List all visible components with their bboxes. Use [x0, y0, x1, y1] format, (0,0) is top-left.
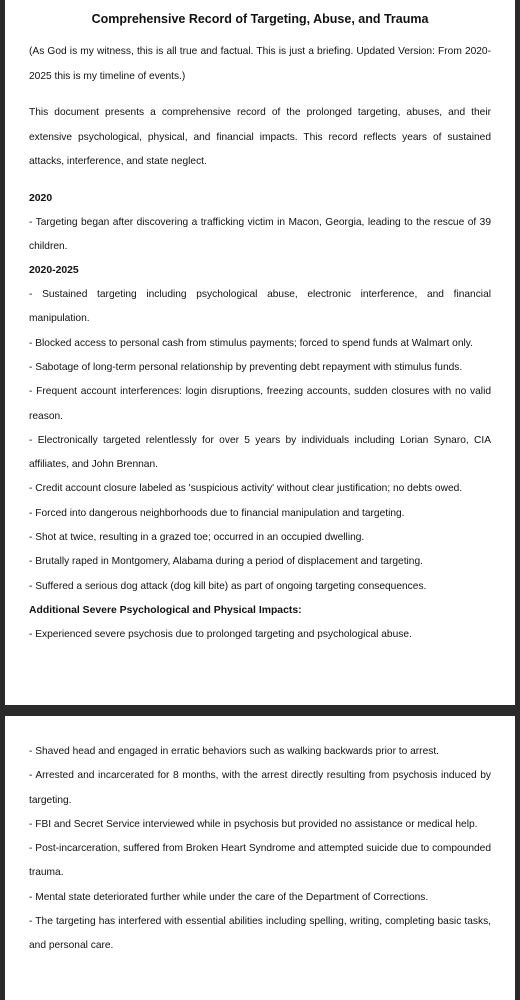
list-item: - Brutally raped in Montgomery, Alabama during a period of displacement and targeting.: [29, 556, 423, 568]
list-item: - Blocked access to personal cash from stimulus payments; forced to spend funds at Walmart only.: [29, 337, 473, 349]
list-item: - Suffered a serious dog attack (dog kill bite) as part of ongoing targeting consequences.: [29, 580, 427, 592]
document-title: Comprehensive Record of Targeting, Abuse, and Trauma: [91, 12, 429, 26]
list-item: - Post-incarceration, suffered from Broken Heart Syndrome and attempted suicide due to compounded trauma.: [29, 843, 491, 879]
list-item: - Mental state deteriorated further while under the care of the Department of Corrections.: [29, 891, 429, 903]
list-item: - Sustained targeting including psychological abuse, electronic interference, and financial manipulation.: [29, 289, 491, 325]
list-item: - Shot at twice, resulting in a grazed toe; occurred in an occupied dwelling.: [29, 532, 365, 544]
list-item: - Sabotage of long-term personal relationship by preventing debt repayment with stimulus funds.: [29, 361, 463, 373]
intro-note: (As God is my witness, this is all true and factual. This is just a briefing. Updated Version: From 2020-2025 this is my timeline of events.): [29, 46, 491, 82]
list-item: - The targeting has interfered with essential abilities including spelling, writing, completing basic tasks, and personal care.: [29, 916, 491, 952]
section-heading: 2020: [29, 192, 53, 204]
document-page-2: [5, 716, 515, 1000]
list-item: - Credit account closure labeled as 'suspicious activity' without clear justification; no debts owed.: [29, 483, 463, 495]
list-item: - Experienced severe psychosis due to prolonged targeting and psychological abuse.: [29, 628, 412, 640]
summary-paragraph: This document presents a comprehensive record of the prolonged targeting, abuses, and their extensive psychological, physical, and financial impacts. This record reflects years of sustained attacks, interference, and state neglect.: [29, 107, 491, 167]
list-item: - Electronically targeted relentlessly for over 5 years by individuals including Lorian Synaro, CIA affiliates, and John Brennan.: [29, 434, 491, 471]
list-item: - Forced into dangerous neighborhoods due to financial manipulation and targeting.: [29, 507, 405, 519]
list-item: - Arrested and incarcerated for 8 months, with the arrest directly resulting from psychosis induced by targeting.: [29, 770, 491, 806]
section-2020: [29, 187, 491, 260]
section-heading: 2020-2025: [29, 265, 79, 277]
list-item: - Frequent account interferences: login disruptions, freezing accounts, sudden closures with no valid reason.: [29, 386, 491, 422]
list-item: - Targeting began after discovering a trafficking victim in Macon, Georgia, leading to the rescue of 39 children.: [29, 216, 491, 252]
section-heading: Additional Severe Psychological and Physical Impacts:: [29, 604, 302, 616]
list-item: - Shaved head and engaged in erratic behaviors such as walking backwards prior to arrest.: [29, 746, 439, 757]
document-page-1: [5, 0, 515, 705]
list-item: - FBI and Secret Service interviewed while in psychosis but provided no assistance or medical help.: [29, 818, 478, 830]
section-additional-impacts: [29, 599, 491, 647]
section-2020-2025: [29, 259, 491, 599]
